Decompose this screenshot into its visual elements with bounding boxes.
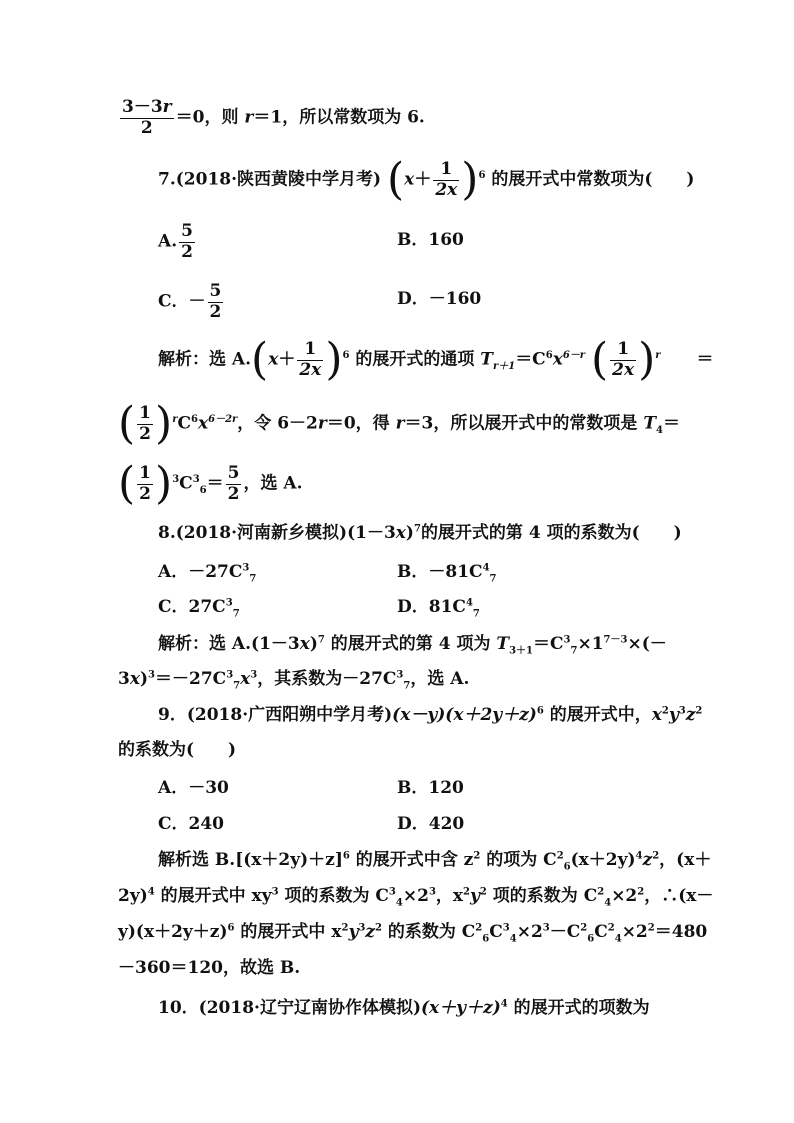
exponent: 6 bbox=[536, 705, 544, 717]
q7-solution-line2 bbox=[118, 398, 680, 449]
var: T bbox=[480, 349, 493, 370]
exponent: 6 bbox=[478, 169, 486, 181]
q10-stem bbox=[158, 1000, 650, 1017]
expr: ) bbox=[405, 523, 414, 543]
text: C bbox=[177, 413, 191, 434]
superscript: 2 bbox=[607, 922, 615, 934]
frac-den: 2 bbox=[227, 483, 240, 504]
text: ×2 bbox=[621, 922, 648, 942]
exponent: 3 bbox=[172, 473, 180, 485]
option-text: A．－30 bbox=[158, 778, 229, 798]
superscript: 3 bbox=[563, 634, 571, 646]
frac-den: 2 bbox=[181, 241, 193, 262]
op: ＋ bbox=[414, 169, 432, 190]
exponent: 3 bbox=[271, 886, 279, 898]
var: y bbox=[470, 886, 480, 906]
exponent: 2 bbox=[661, 705, 669, 717]
subscript: 4 bbox=[604, 897, 612, 909]
fraction bbox=[137, 464, 153, 504]
expr: (x－y)(x＋2y＋z) bbox=[392, 705, 537, 725]
var: y bbox=[348, 922, 359, 942]
text: 的系数为 C bbox=[381, 922, 476, 942]
text: ＝480 bbox=[654, 922, 708, 942]
superscript: 3 bbox=[396, 669, 404, 681]
exponent: 3 bbox=[428, 886, 436, 898]
prev-solution-end bbox=[118, 98, 425, 138]
text: ×(－ bbox=[627, 634, 667, 654]
solution-text: 的展开式的通项 bbox=[355, 349, 481, 370]
frac-var: r bbox=[162, 97, 172, 117]
exponent: 7 bbox=[413, 523, 421, 535]
subscript: 3＋1 bbox=[509, 645, 533, 657]
question-text: 的展开式的项数为 bbox=[507, 998, 650, 1018]
text: 2y) bbox=[118, 886, 148, 906]
option-text: B．120 bbox=[397, 778, 464, 798]
exponent: 2 bbox=[647, 922, 655, 934]
frac-num: 1 bbox=[139, 402, 152, 423]
var: x bbox=[299, 634, 310, 654]
var: x bbox=[404, 169, 415, 190]
text: ＝C bbox=[532, 634, 564, 654]
subscript: 7 bbox=[403, 680, 411, 692]
paren: ) bbox=[461, 154, 479, 205]
option-text: B．160 bbox=[397, 230, 464, 250]
text: 解析：选 A.(1－3 bbox=[158, 634, 300, 654]
paren: ) bbox=[155, 398, 173, 449]
text: ＝0，则 bbox=[175, 107, 245, 128]
subscript: 6 bbox=[563, 861, 571, 873]
solution-text: ＝ bbox=[696, 349, 714, 370]
q8-option-b[interactable] bbox=[397, 562, 497, 585]
option-label: C．－ bbox=[158, 291, 206, 312]
q7-stem bbox=[158, 154, 695, 205]
q8-solution-line2 bbox=[118, 669, 470, 692]
q9-solution-line3 bbox=[118, 922, 708, 945]
superscript: 4 bbox=[482, 562, 490, 574]
superscript: 3 bbox=[225, 597, 233, 609]
q9-stem-line1 bbox=[158, 707, 702, 724]
frac-den: 2 bbox=[140, 117, 153, 138]
q7-option-b[interactable] bbox=[397, 232, 464, 249]
q9-option-b[interactable] bbox=[397, 780, 464, 797]
q9-option-c[interactable] bbox=[158, 816, 224, 833]
superscript: 6 bbox=[191, 413, 198, 425]
text: －360＝120，故选 B. bbox=[118, 958, 301, 978]
fraction bbox=[120, 98, 174, 138]
var: x bbox=[268, 349, 279, 370]
q8-solution-line1 bbox=[158, 634, 667, 657]
question-number: 9． bbox=[158, 705, 187, 725]
text: ，其系数为－27C bbox=[257, 669, 397, 689]
text: ) bbox=[309, 634, 318, 654]
exponent: 6－2r bbox=[208, 413, 238, 425]
q7-option-c[interactable] bbox=[158, 282, 225, 322]
subscript: r＋1 bbox=[492, 360, 516, 372]
frac-num: 5 bbox=[209, 281, 222, 301]
question-text: 的展开式中常数项为( ) bbox=[491, 169, 695, 190]
exponent: r bbox=[172, 413, 178, 425]
exponent: 2 bbox=[637, 886, 645, 898]
fraction bbox=[610, 340, 636, 380]
frac-num: 1 bbox=[139, 462, 152, 483]
fraction bbox=[137, 404, 153, 444]
var: r bbox=[244, 107, 254, 128]
subscript: 6 bbox=[482, 933, 490, 945]
superscript: 2 bbox=[580, 922, 588, 934]
option-text: D．－160 bbox=[397, 289, 482, 309]
expr: (x＋y＋z) bbox=[421, 998, 501, 1018]
superscript: 3 bbox=[502, 922, 510, 934]
subscript: 4 bbox=[614, 933, 622, 945]
text: 的展开式的第 4 项为 bbox=[324, 634, 497, 654]
q9-option-d[interactable] bbox=[397, 816, 464, 833]
text: C bbox=[489, 922, 503, 942]
var: x bbox=[240, 669, 251, 689]
q8-option-d[interactable] bbox=[397, 597, 480, 620]
option-text: B．－81C bbox=[397, 562, 483, 582]
superscript: 4 bbox=[465, 597, 473, 609]
paren: ( bbox=[118, 398, 136, 449]
op: ＋ bbox=[278, 349, 296, 370]
exponent: 6－r bbox=[562, 349, 586, 361]
frac-den: 2x bbox=[612, 359, 635, 380]
option-text: D．81C bbox=[397, 597, 466, 617]
option-label: A. bbox=[158, 231, 178, 252]
exponent: 3 bbox=[542, 922, 550, 934]
text: ，(x＋ bbox=[659, 850, 712, 870]
var: x bbox=[129, 669, 140, 689]
text: 的展开式中含 z bbox=[349, 850, 474, 870]
paren: ) bbox=[325, 334, 343, 385]
paren: ) bbox=[638, 334, 656, 385]
text: 解析选 B.[(x＋2y)＋z] bbox=[158, 850, 343, 870]
exponent: 6 bbox=[342, 850, 350, 862]
var: x bbox=[395, 523, 406, 543]
question-number: 8. bbox=[158, 523, 176, 543]
superscript: 3 bbox=[388, 886, 396, 898]
text: ＝0，得 bbox=[326, 413, 396, 434]
exponent: 2 bbox=[463, 886, 471, 898]
exponent: 3 bbox=[148, 669, 155, 681]
frac-den: 2 bbox=[139, 423, 152, 444]
var: r bbox=[317, 413, 327, 434]
option-text: C．27C bbox=[158, 597, 226, 617]
q9-solution-line1 bbox=[158, 850, 712, 873]
q9-solution-line2 bbox=[118, 886, 714, 909]
superscript: 2 bbox=[475, 922, 483, 934]
subscript: 7 bbox=[570, 645, 578, 657]
var: z bbox=[365, 922, 375, 942]
question-source: (2018·河南新乡模拟) bbox=[175, 523, 348, 543]
frac-den: 2 bbox=[139, 483, 152, 504]
frac-num: 1 bbox=[297, 340, 323, 361]
frac-num: 5 bbox=[227, 462, 240, 483]
frac-num: 1 bbox=[610, 340, 636, 361]
var: z bbox=[642, 850, 653, 870]
expr: (1－3 bbox=[347, 523, 396, 543]
frac-den: 2 bbox=[209, 301, 222, 322]
frac-num: 1 bbox=[433, 160, 459, 181]
exponent: 3 bbox=[250, 669, 258, 681]
text: 项的系数为 C bbox=[278, 886, 389, 906]
superscript: 3 bbox=[192, 473, 200, 485]
superscript: 2 bbox=[556, 850, 564, 862]
text: 项的系数为 C bbox=[486, 886, 598, 906]
subscript: 6 bbox=[587, 933, 595, 945]
text: ＝ bbox=[662, 413, 680, 434]
subscript: 7 bbox=[472, 608, 480, 620]
subscript: 4 bbox=[509, 933, 517, 945]
fraction bbox=[208, 282, 224, 322]
fraction bbox=[179, 222, 195, 262]
var: r bbox=[395, 413, 405, 434]
subscript: 7 bbox=[489, 573, 497, 585]
var: T bbox=[643, 413, 656, 434]
text: 的展开式中， bbox=[543, 705, 652, 725]
exponent: 3 bbox=[358, 922, 366, 934]
option-text: C．240 bbox=[158, 814, 225, 834]
text: C bbox=[594, 922, 608, 942]
var: y bbox=[668, 705, 679, 725]
option-text: A．－27C bbox=[158, 562, 243, 582]
subscript: 7 bbox=[249, 573, 257, 585]
text: ) bbox=[139, 669, 149, 689]
frac-num: 3－3 bbox=[122, 97, 163, 117]
question-number: 10． bbox=[158, 998, 199, 1018]
question-text: 的系数为( ) bbox=[118, 740, 237, 760]
text: 的展开式中 x bbox=[234, 922, 342, 942]
q8-option-a[interactable] bbox=[158, 562, 257, 585]
frac-den: 2x bbox=[299, 359, 322, 380]
solution-text: ＝C bbox=[515, 349, 546, 370]
text: ，选 A. bbox=[243, 473, 303, 494]
exponent: r bbox=[655, 349, 661, 361]
text: ，x bbox=[435, 886, 464, 906]
text: ×2 bbox=[402, 886, 429, 906]
text: (x＋2y) bbox=[570, 850, 636, 870]
exponent: 4 bbox=[147, 886, 155, 898]
text: ＝ bbox=[206, 473, 224, 494]
q7-solution-line1 bbox=[158, 334, 714, 385]
paren: ( bbox=[590, 334, 609, 385]
var: x bbox=[552, 349, 563, 370]
q7-solution-line3 bbox=[118, 458, 303, 509]
option-text: D．420 bbox=[397, 814, 465, 834]
text: C bbox=[179, 473, 193, 494]
paren: ( bbox=[251, 334, 269, 385]
exponent: 2 bbox=[341, 922, 349, 934]
fraction bbox=[433, 160, 459, 200]
subscript: 4 bbox=[655, 424, 663, 436]
subscript: 4 bbox=[395, 897, 403, 909]
question-source: (2018·广西阳朔中学月考) bbox=[186, 705, 393, 725]
text: ＝3，所以展开式中的常数项是 bbox=[404, 413, 644, 434]
exponent: 2 bbox=[374, 922, 382, 934]
paren: ( bbox=[118, 458, 136, 509]
exponent: 6 bbox=[342, 349, 350, 361]
text: ×2 bbox=[516, 922, 543, 942]
paren: ( bbox=[387, 154, 405, 205]
exponent: 3 bbox=[678, 705, 686, 717]
q7-option-a[interactable] bbox=[158, 222, 197, 262]
text: ＝1，所以常数项为 6. bbox=[253, 107, 425, 128]
exponent: 6 bbox=[227, 922, 235, 934]
text: ＝－27C bbox=[155, 669, 227, 689]
var: x bbox=[651, 705, 662, 725]
paren: ) bbox=[155, 458, 173, 509]
var: z bbox=[685, 705, 696, 725]
fraction bbox=[297, 340, 323, 380]
q9-solution-line4 bbox=[118, 960, 300, 977]
text: ，令 6－2 bbox=[237, 413, 318, 434]
superscript: 2 bbox=[597, 886, 605, 898]
text: ，选 A. bbox=[410, 669, 470, 689]
q9-option-a[interactable] bbox=[158, 780, 229, 797]
question-text: 的展开式的第 4 项的系数为( ) bbox=[420, 523, 682, 543]
superscript: 3 bbox=[226, 669, 234, 681]
text: ，∴(x－ bbox=[644, 886, 714, 906]
fraction bbox=[226, 464, 242, 504]
q8-option-c[interactable] bbox=[158, 597, 240, 620]
q9-stem-line2 bbox=[118, 742, 236, 759]
text: y)(x＋2y＋z) bbox=[118, 922, 228, 942]
var: T bbox=[496, 634, 510, 654]
question-source: (2018·陕西黄陵中学月考) bbox=[175, 169, 382, 190]
exponent: 7－3 bbox=[603, 634, 628, 646]
frac-den: 2x bbox=[435, 179, 458, 200]
exponent: 2 bbox=[695, 705, 703, 717]
text: ×2 bbox=[611, 886, 638, 906]
solution-text: 解析：选 A. bbox=[158, 349, 252, 370]
exponent: 2 bbox=[473, 850, 481, 862]
text: －C bbox=[549, 922, 581, 942]
subscript: 6 bbox=[199, 484, 207, 496]
var: x bbox=[197, 413, 209, 434]
question-number: 7. bbox=[158, 169, 176, 190]
text: 的展开式中 xy bbox=[154, 886, 272, 906]
text: ×1 bbox=[577, 634, 604, 654]
text: 的项为 C bbox=[480, 850, 557, 870]
exponent: 2 bbox=[652, 850, 660, 862]
exponent: 4 bbox=[500, 998, 508, 1010]
exponent: 2 bbox=[479, 886, 487, 898]
q7-option-d[interactable] bbox=[397, 291, 481, 308]
text: 3 bbox=[118, 669, 130, 689]
question-source: (2018·辽宁辽南协作体模拟) bbox=[198, 998, 421, 1018]
subscript: 7 bbox=[233, 680, 241, 692]
exponent: 4 bbox=[635, 850, 643, 862]
frac-num: 5 bbox=[181, 221, 193, 241]
exponent: 7 bbox=[317, 634, 325, 646]
subscript: 7 bbox=[232, 608, 240, 620]
superscript: 6 bbox=[545, 349, 553, 361]
superscript: 3 bbox=[242, 562, 250, 574]
q8-stem bbox=[158, 525, 682, 542]
